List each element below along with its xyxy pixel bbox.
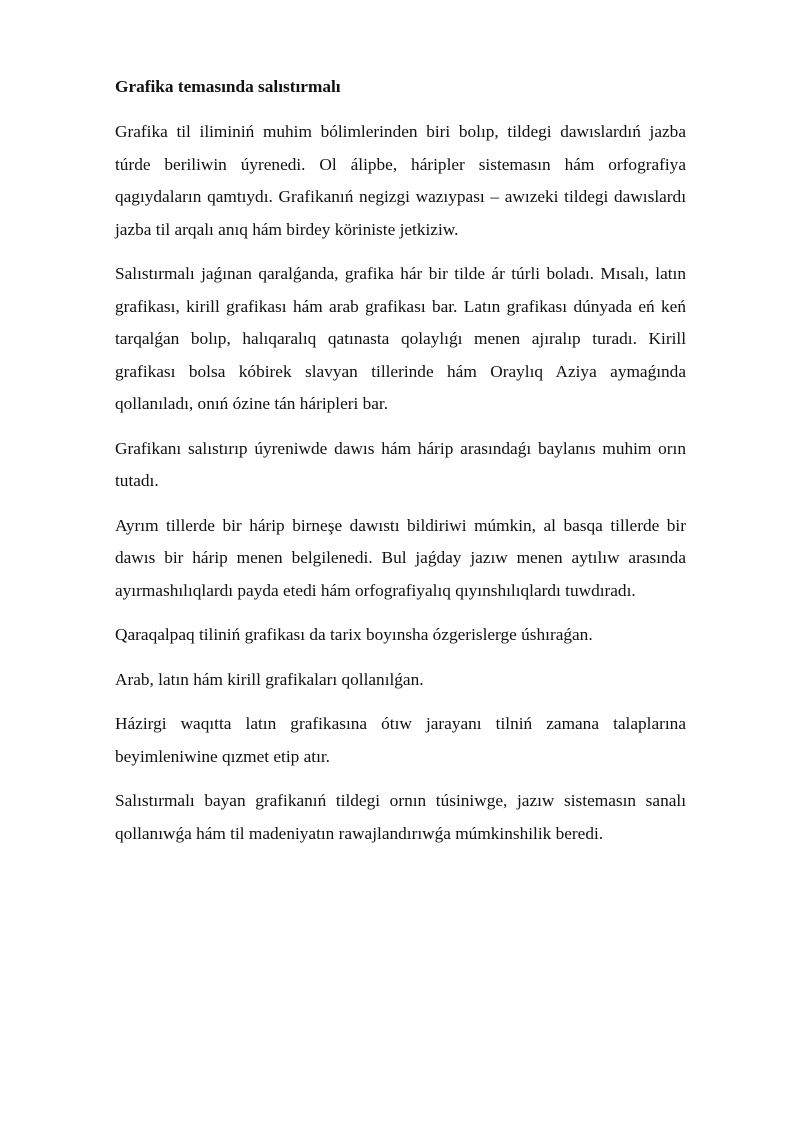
paragraph-1: Grafika til iliminiń muhim bólimlerinden biri bolıp, tildegi dawıslardıń jazba túrde beriliwin úyrenedi. Ol álipbe, háripler sistemasın hám orfografiya qagıydaların qamtıydı. Grafikanıń negizgi wazıypası – awızeki tildegi dawıslardı jazba til arqalı anıq hám birdey köriniste jetkiziw. [115,122,686,239]
paragraph-5: Qaraqalpaq tiliniń grafikası da tarix boyınsha ózgerislerge úshıraǵan. [115,625,593,644]
paragraph-3: Grafikanı salıstırıp úyreniwde dawıs hám hárip arasındaǵı baylanıs muhim orın tutadı. [115,438,686,490]
paragraph-4: Ayrım tillerde bir hárip birneşe dawıstı bildiriwi múmkin, al basqa tillerde bir dawıs bir hárip menen belgilenedi. Bul jaǵday jazıw menen aytılıw arasında ayırmashılıqlardı payda etedi hám orfografiyalıq qıyınshılıqlardı tuwdıradı. [115,515,686,600]
paragraph-2: Salıstırmalı jaǵınan qaralǵanda, grafika hár bir tilde ár túrli boladı. Mısalı, latın grafikası, kirill grafikası hám arab grafikası bar. Latın grafikası dúnyada eń keń tarqalǵan bolıp, halıqaralıq qatınasta qolaylıǵı menen ajıralıp turadı. Kirill grafikası bolsa kóbirek slavyan tillerinde hám Oraylıq Aziya aymaǵında qollanıladı, onıń ózine tán háripleri bar. [115,264,686,413]
paragraph-6: Arab, latın hám kirill grafikaları qollanılǵan. [115,669,424,689]
document-page [115,74,686,862]
paragraph-8: Salıstırmalı bayan grafikanıń tildegi ornın túsiniwge, jazıw sistemasın sanalı qollanıwǵa hám til madeniyatın rawajlandırıwǵa múmkinshilik beredi. [115,791,686,843]
document-title: Grafika temasında salıstırmalı [115,77,341,96]
paragraph-7: Házirgi waqıtta latın grafikasına ótıw jarayanı tilniń zamana talaplarına beyimleniwine qızmet etip atır. [115,714,686,766]
